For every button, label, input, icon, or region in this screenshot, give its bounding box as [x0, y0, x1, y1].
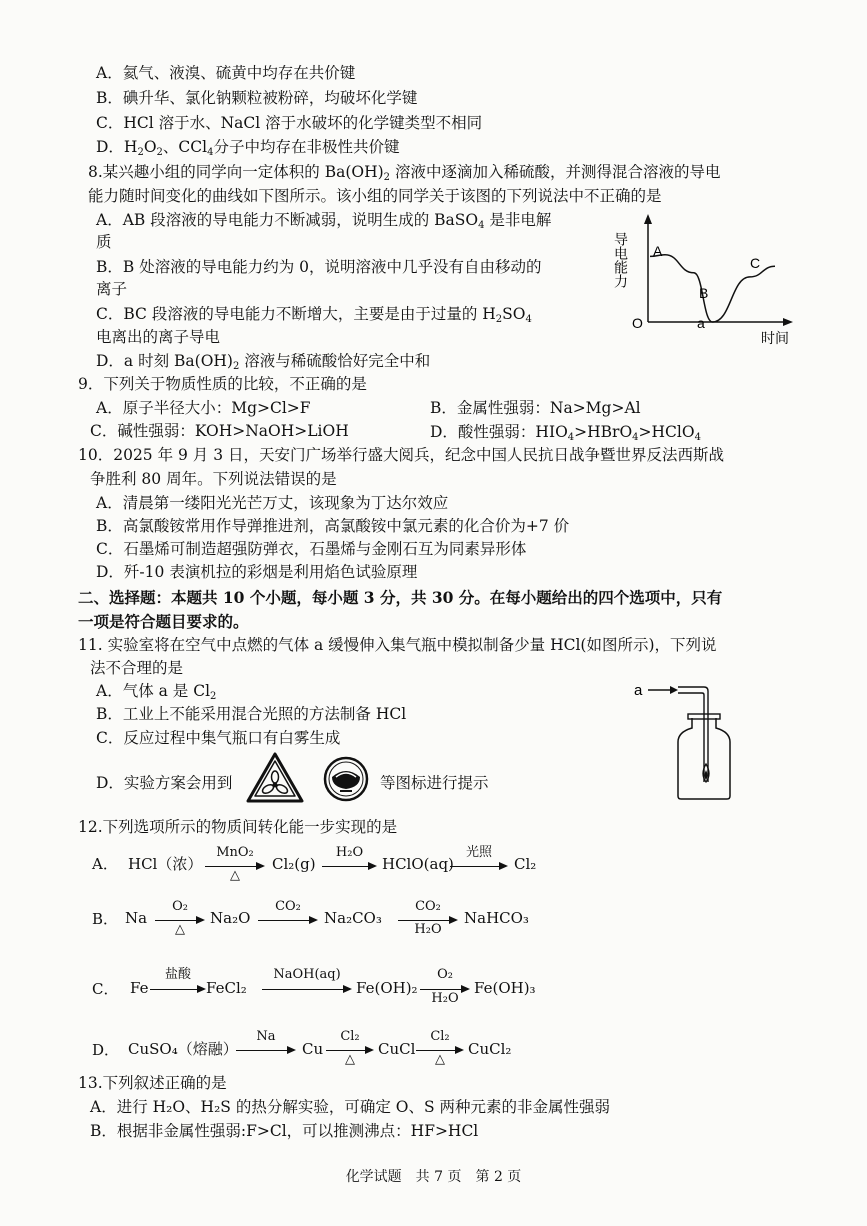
origin-label: O — [632, 315, 643, 331]
ventilation-icon — [245, 751, 305, 805]
q7-option-d: D．$H_2O_2$、CCl$_4$分子中均存在非极性共价键 — [96, 138, 400, 158]
q12-a-arrow3 — [450, 866, 506, 867]
page-footer: 化学试题 共 7 页 第 2 页 — [345, 1169, 522, 1185]
q9-option-c: C．碱性强弱：KOH>NaOH>LiOH — [90, 422, 349, 440]
section2-heading-line1: 二、选择题：本题共 10 个小题，每小题 3 分，共 30 分。在每小题给出的四个选项中，只有 — [78, 588, 723, 607]
q7-option-c: C．HCl 溶于水、NaCl 溶于水破坏的化学键类型不相同 — [96, 114, 483, 132]
q12-a-arrow1-top: MnO₂ — [216, 845, 254, 860]
q12-option-c — [0, 968, 867, 1010]
gas-jar-apparatus — [630, 678, 740, 803]
q12-d-label: D． — [92, 1041, 120, 1059]
point-label-a: A — [653, 243, 663, 259]
q12-d-species3: CuCl — [378, 1040, 416, 1058]
section2-heading-line2: 一项是符合题目要求的。 — [78, 612, 249, 631]
q7-option-b: B．碘升华、氯化钠颗粒被粉碎，均破坏化学键 — [96, 89, 418, 107]
q13-stem: 13.下列叙述正确的是 — [78, 1074, 227, 1092]
q12-d-arrow3 — [416, 1050, 462, 1051]
q12-c-arrow2 — [262, 989, 350, 990]
q12-c-species3: Fe(OH)₂ — [356, 979, 418, 997]
q12-a-arrow2-top: H₂O — [335, 845, 364, 860]
q12-b-arrow2-top: CO₂ — [275, 899, 301, 914]
q11-stem-line1: 11. 实验室将在空气中点燃的气体 a 缓慢伸入集气瓶中模拟制备少量 HCl(如图所示)，下列说 — [78, 636, 717, 654]
q10-option-d: D．歼-10 表演机拉的彩烟是利用焰色试验原理 — [96, 563, 418, 581]
q12-a-arrow1 — [205, 866, 263, 867]
y-axis-arrow — [644, 214, 652, 224]
q12-a-arrow3-top: 光照 — [465, 845, 492, 860]
q12-b-species1: Na — [125, 909, 148, 927]
point-label-b: B — [699, 285, 709, 301]
q12-b-arrow3-bottom: H₂O — [414, 922, 442, 937]
q11-option-a: A．气体 a 是 $Cl_2$ — [96, 682, 217, 702]
q12-option-b — [0, 900, 867, 942]
q8-option-a-cont: 质 — [96, 233, 112, 251]
q12-c-arrow2-top: NaOH(aq) — [273, 967, 341, 982]
q11-stem-line2: 法不合理的是 — [90, 659, 184, 677]
x-axis-arrow — [783, 318, 793, 326]
y-axis-label: 导电能力 — [613, 232, 629, 288]
q12-option-d — [0, 1030, 867, 1072]
q8-option-c: C．BC 段溶液的导电能力不断增大，主要是由于过量的 $H_2SO_4$ — [96, 305, 532, 325]
q12-b-arrow1 — [155, 920, 203, 921]
q12-c-species1: Fe — [130, 979, 149, 997]
x-axis-label: 时间 — [761, 330, 789, 346]
q11-option-d-prefix: D．实验方案会用到 — [96, 774, 233, 792]
q12-c-arrow3 — [420, 989, 468, 990]
q12-d-arrow1 — [236, 1050, 294, 1051]
gas-label: a — [634, 682, 643, 699]
q12-d-species2: Cu — [302, 1040, 324, 1058]
q9-stem: 9．下列关于物质性质的比较，不正确的是 — [78, 375, 367, 393]
q11-option-b: B．工业上不能采用混合光照的方法制备 HCl — [96, 705, 407, 723]
q12-d-arrow3-bottom: △ — [435, 1052, 445, 1067]
q12-d-species1: CuSO₄（熔融） — [128, 1040, 238, 1058]
q8-option-b-cont: 离子 — [96, 280, 128, 298]
q13-option-b: B．根据非金属性强弱:F>Cl，可以推测沸点：HF>HCl — [90, 1122, 479, 1140]
q12-d-species4: CuCl₂ — [468, 1040, 512, 1058]
q12-b-species4: NaHCO₃ — [464, 909, 529, 927]
q12-b-species2: Na₂O — [210, 909, 251, 927]
q8-stem-line2: 能力随时间变化的曲线如下图所示。该小组的同学关于该图的下列说法中不正确的是 — [88, 187, 662, 205]
q8-option-d: D．a 时刻 $Ba(OH)_2$ 溶液与稀硫酸恰好完全中和 — [96, 352, 431, 372]
q8-option-c-cont: 电离出的离子导电 — [96, 328, 221, 346]
q12-d-arrow2-bottom: △ — [345, 1052, 355, 1067]
q12-stem: 12.下列选项所示的物质间转化能一步实现的是 — [78, 818, 398, 836]
q12-c-species4: Fe(OH)₃ — [474, 979, 536, 997]
q12-a-species2: Cl₂(g) — [272, 855, 316, 873]
q12-b-arrow2 — [258, 920, 316, 921]
q12-a-label: A． — [92, 855, 118, 873]
q12-a-arrow2 — [322, 866, 375, 867]
conductivity-chart — [615, 210, 800, 355]
q8-option-a: A．AB 段溶液的导电能力不断减弱，说明生成的 BaSO$_4$ 是非电解 — [96, 211, 552, 231]
q12-b-species3: Na₂CO₃ — [324, 909, 382, 927]
q12-d-arrow1-top: Na — [256, 1029, 276, 1044]
q12-a-arrow1-bottom: △ — [230, 868, 240, 883]
heating-icon — [320, 755, 372, 803]
q10-option-c: C．石墨烯可制造超强防弹衣，石墨烯与金刚石互为同素异形体 — [96, 540, 527, 558]
q12-c-arrow1 — [150, 989, 204, 990]
q12-c-arrow3-top: O₂ — [437, 967, 453, 982]
q12-c-species2: FeCl₂ — [206, 979, 247, 997]
q9-option-b: B．金属性强弱：Na>Mg>Al — [430, 399, 641, 417]
q10-option-a: A．清晨第一缕阳光光芒万丈，该现象为丁达尔效应 — [96, 494, 449, 512]
q12-c-arrow3-bottom: H₂O — [431, 991, 459, 1006]
q12-a-species3: HClO(aq) — [382, 855, 454, 873]
q11-option-c: C．反应过程中集气瓶口有白雾生成 — [96, 729, 341, 747]
q9-option-d: D．酸性强弱：$HIO_4>HBrO_4>HClO_4$ — [430, 423, 701, 443]
q8-stem-line1: 8.某兴趣小组的同学向一定体积的 $Ba(OH)_2$ 溶液中逐滴加入稀硫酸，并测得混合溶液的导电 — [88, 163, 721, 183]
q12-c-label: C． — [92, 980, 119, 998]
q12-b-arrow1-top: O₂ — [172, 899, 188, 914]
q7-option-a: A．氦气、液溴、硫黄中均存在共价键 — [96, 64, 356, 82]
point-label-c: C — [750, 255, 761, 271]
q8-option-b: B．B 处溶液的导电能力约为 0，说明溶液中几乎没有自由移动的 — [96, 258, 542, 276]
q12-b-arrow3 — [398, 920, 456, 921]
q11-option-d-suffix: 等图标进行提示 — [380, 774, 489, 792]
q10-option-b: B．高氯酸铵常用作导弹推进剂，高氯酸铵中氯元素的化合价为+7 价 — [96, 517, 570, 535]
q12-a-species4: Cl₂ — [514, 855, 537, 873]
q12-d-arrow2 — [326, 1050, 372, 1051]
q12-b-label: B． — [92, 910, 119, 928]
q12-option-a — [0, 846, 867, 886]
q12-d-arrow2-top: Cl₂ — [340, 1029, 360, 1044]
q10-stem-line2: 争胜利 80 周年。下列说法错误的是 — [90, 470, 337, 488]
q12-d-arrow3-top: Cl₂ — [430, 1029, 450, 1044]
q12-c-arrow1-top: 盐酸 — [164, 967, 191, 982]
q12-a-species1: HCl（浓） — [128, 855, 203, 873]
q12-b-arrow1-bottom: △ — [175, 922, 185, 937]
x-marker-label: a — [697, 315, 705, 331]
q12-b-arrow3-top: CO₂ — [415, 899, 441, 914]
q9-option-a: A．原子半径大小：Mg>Cl>F — [96, 399, 311, 417]
q10-stem-line1: 10．2025 年 9 月 3 日，天安门广场举行盛大阅兵，纪念中国人民抗日战争暨世界反法西斯战 — [78, 446, 725, 464]
q13-option-a: A．进行 H₂O、H₂S 的热分解实验，可确定 O、S 两种元素的非金属性强弱 — [90, 1098, 611, 1116]
